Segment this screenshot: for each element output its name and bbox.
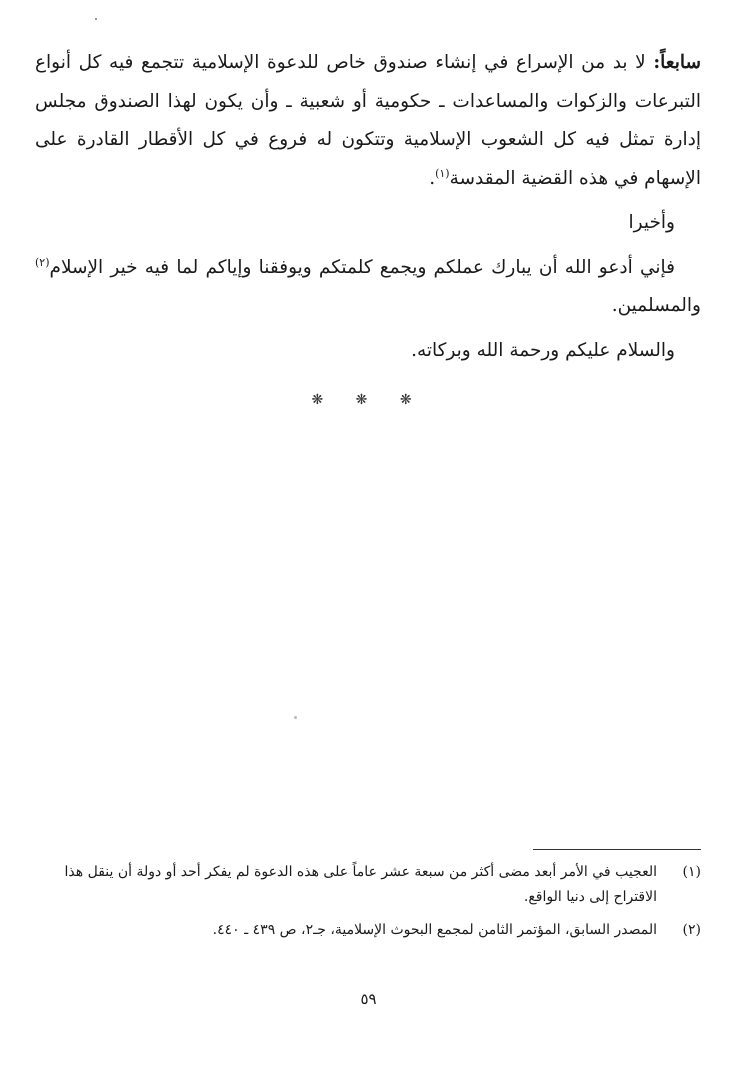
scan-speck bbox=[95, 18, 97, 20]
footnote-number: (٢) bbox=[682, 922, 701, 938]
footnote-ref-2[interactable]: (٢) bbox=[35, 255, 50, 269]
footnote-text: العجيب في الأمر أبعد مضى أكثر من سبعة عشر عاماً على هذه الدعوة لم يفكر أحد أو دولة أن ينقل هذا الاقتراح إلى دنيا الواقع. bbox=[64, 864, 657, 905]
footnote-number: (١) bbox=[682, 864, 701, 880]
paragraph-closing: والسلام عليكم ورحمة الله وبركاته. bbox=[411, 339, 675, 361]
main-text bbox=[35, 44, 701, 370]
scan-dot bbox=[294, 716, 297, 719]
footnote-text: المصدر السابق، المؤتمر الثامن لمجمع البحوث الإسلامية، جـ٢، ص ٤٣٩ ـ ٤٤٠. bbox=[212, 922, 657, 938]
page-number: ٥٩ bbox=[360, 990, 377, 1008]
paragraph-seventh: سابعاً: لا بد من الإسراع في إنشاء صندوق خاص للدعوة الإسلامية تتجمع فيه كل أنواع التبرعات والزكوات والمساعدات ـ حكومية أو شعبية ـ وأن يكون لهذا الصندوق مجلس إدارة تمثل فيه كل الشعوب الإسلامية وتتكون له فروع في كل الأقطار القادرة على الإسهام في هذه القضية المقدسة$^{(١)}$. bbox=[35, 52, 701, 189]
footnote-ref-1[interactable]: (١) bbox=[435, 166, 450, 180]
footnote-2 bbox=[35, 918, 701, 943]
footnote-1 bbox=[35, 860, 701, 910]
footnotes bbox=[35, 860, 701, 951]
paragraph-label: سابعاً: bbox=[653, 52, 701, 73]
paragraph-prayer: فإني أدعو الله أن يبارك عملكم ويجمع كلمتكم ويوفقنا وإياكم لما فيه خير الإسلام$^{(٢)}$ والمسلمين. bbox=[35, 255, 701, 316]
footnote-rule bbox=[533, 849, 701, 850]
section-separator: ❋ ❋ ❋ bbox=[311, 392, 426, 408]
paragraph-finally: وأخيرا bbox=[628, 212, 675, 233]
